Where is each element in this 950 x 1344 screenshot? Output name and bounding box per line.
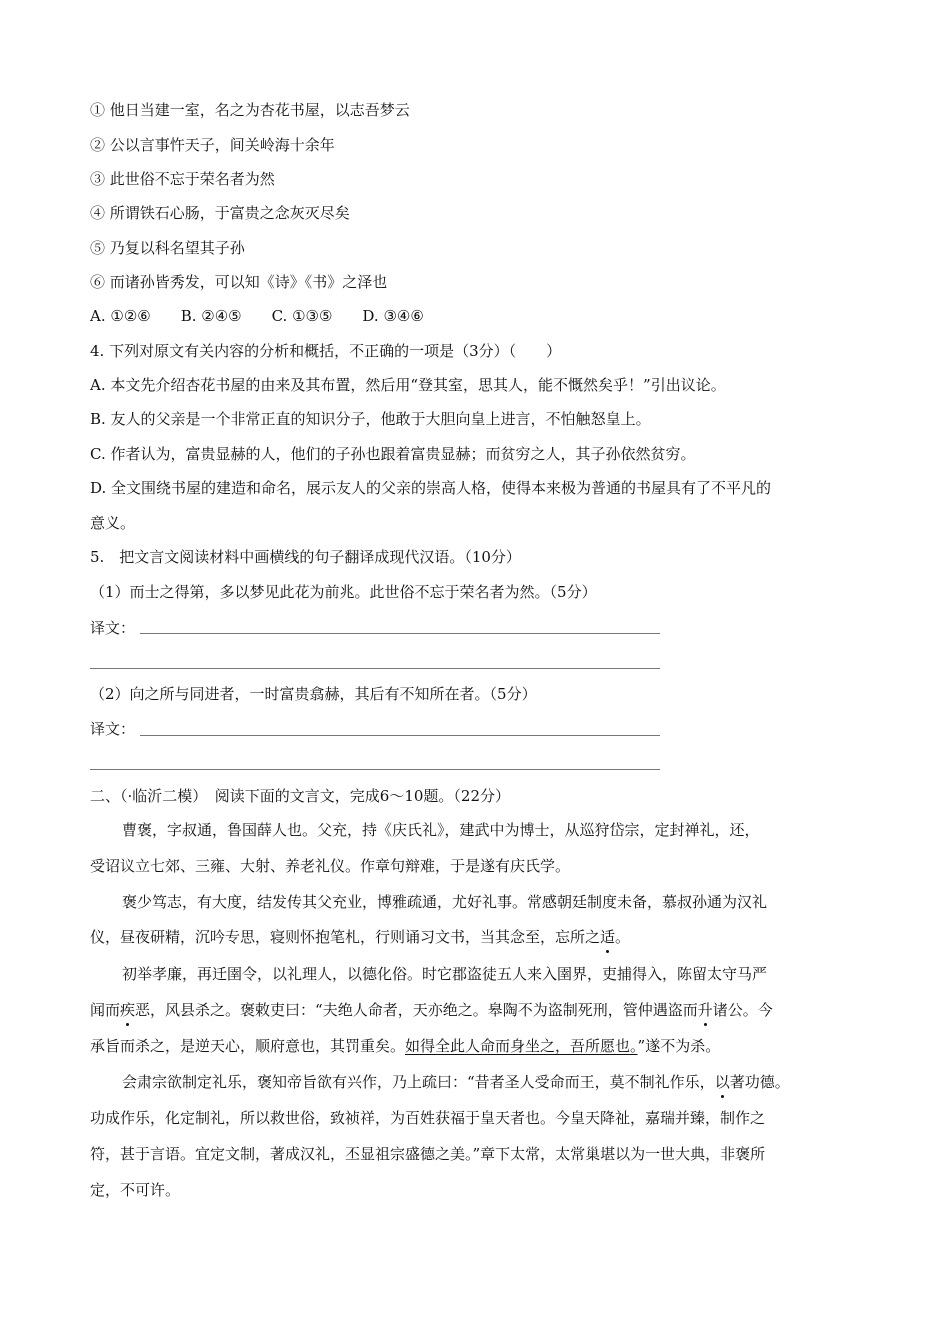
passage-line: 褒少笃志，有大度，结发传其父充业，博雅疏通，尤好礼事。常感朝廷制度未备，慕叔孙通为汉礼 xyxy=(122,893,768,911)
q5-stem: 5. 把文言文阅读材料中画横线的句子翻译成现代汉语。（10分） xyxy=(90,548,521,566)
passage-line xyxy=(90,1036,720,1056)
passage-line: 初举孝廉，再迁圉令，以礼理人，以德化俗。时它郡盗徒五人来入圉界，吏捕得入，陈留太守马严 xyxy=(122,965,768,983)
option-item-1: ① 他日当建一室，名之为杏花书屋，以志吾梦云 xyxy=(90,101,410,119)
passage-text: 会肃宗欲制定礼乐，褒知帝旨欲有兴作，乃上疏曰：“昔者圣人受命而王，莫不制礼作乐， xyxy=(122,1073,715,1091)
option-item-6: ⑥ 而诸孙皆秀发，可以知《诗》《书》之泽也 xyxy=(90,273,388,291)
q4-choice-d: D. 全文围绕书屋的建造和命名，展示友人的父亲的崇高人格，使得本来极为普通的书屋具有了不平凡的 xyxy=(90,479,772,497)
answer-line[interactable] xyxy=(90,769,660,770)
passage-text: 著功德。 xyxy=(729,1073,790,1091)
option-item-4: ④ 所谓铁石心肠，于富贵之念灰灭尽矣 xyxy=(90,204,350,222)
passage-line xyxy=(90,1000,773,1020)
passage-line: 功成作乐，化定制礼，所以救世俗，致祯祥，为百姓获福于皇天者也。今皇天降祉，嘉瑞并臻，制作之 xyxy=(90,1109,766,1127)
emphasis-dot-word: 疾 xyxy=(120,1001,136,1019)
passage-line: 符，甚于言语。宜定文制，著成汉礼，丕显祖宗盛德之美。”章下太常，太常巢堪以为一世大典，非褒所 xyxy=(90,1145,766,1163)
q4-choice-d-cont: 意义。 xyxy=(90,514,136,532)
q3-answer-choices: A. ①②⑥ B. ②④⑤ C. ①③⑤ D. ③④⑥ xyxy=(90,307,424,325)
passage-text: 。 xyxy=(615,928,631,946)
passage-text: 诸公。今 xyxy=(712,1001,773,1019)
passage-text: 承旨而杀之，是逆天心，顺府意也，其罚重矣。 xyxy=(90,1037,406,1055)
answer-line[interactable] xyxy=(90,668,660,669)
passage-line xyxy=(90,927,630,947)
emphasis-dot-word: 以 xyxy=(714,1073,730,1091)
passage-line: 定，不可许。 xyxy=(90,1181,181,1199)
translation-label-2: 译文： xyxy=(90,720,136,738)
emphasis-dot-word: 升 xyxy=(697,1001,713,1019)
q4-stem: 4. 下列对原文有关内容的分析和概括，不正确的一项是（3分）（ ） xyxy=(90,342,562,360)
translation-label-1: 译文： xyxy=(90,619,136,637)
emphasis-dot-word: 适 xyxy=(600,928,616,946)
passage-text: 恶，风县杀之。褒敕吏曰：“夫绝人命者，天亦绝之。皋陶不为盗制死刑，管仲遇盗而 xyxy=(135,1001,698,1019)
passage-text: 仪，昼夜研精，沉吟专思，寝则怀抱笔札，行则诵习文书，当其念至，忘所之 xyxy=(90,928,601,946)
passage-line: 曹褒，字叔通，鲁国薛人也。父充，持《庆氏礼》，建武中为博士，从巡狩岱宗，定封禅礼，还， xyxy=(122,821,760,839)
underlined-sentence: 如得全此人命而身坐之，吾所愿也。 xyxy=(405,1037,638,1055)
passage-line xyxy=(122,1072,790,1092)
q4-choice-b: B. 友人的父亲是一个非常正直的知识分子，他敢于大胆向皇上进言，不怕触怒皇上。 xyxy=(90,410,651,428)
option-item-2: ② 公以言事忤天子，间关岭海十余年 xyxy=(90,136,335,154)
passage-text: ”遂不为杀。 xyxy=(637,1037,721,1055)
q4-choice-a: A. 本文先介绍杏花书屋的由来及其布置，然后用“登其室，思其人，能不慨然矣乎！”引出议论。 xyxy=(90,376,726,394)
answer-line[interactable] xyxy=(140,633,660,634)
q4-choice-c: C. 作者认为，富贵显赫的人，他们的子孙也跟着富贵显赫；而贫穷之人，其子孙依然贫穷。 xyxy=(90,445,696,463)
q5-sentence-1: （1）而士之得第，多以梦见此花为前兆。此世俗不忘于荣名者为然。（5分） xyxy=(90,583,597,601)
option-item-3: ③ 此世俗不忘于荣名者为然 xyxy=(90,170,275,188)
answer-line[interactable] xyxy=(140,735,660,736)
passage-line: 受诏议立七郊、三雍、大射、养老礼仪。作章句辩难，于是遂有庆氏学。 xyxy=(90,857,571,875)
passage-text: 闻而 xyxy=(90,1001,121,1019)
option-item-5: ⑤ 乃复以科名望其子孙 xyxy=(90,239,245,257)
q5-sentence-2: （2）向之所与同进者，一时富贵翕赫，其后有不知所在者。（5分） xyxy=(90,685,537,703)
section-heading: 二、（·临沂二模） 阅读下面的文言文，完成6～10题。（22分） xyxy=(90,787,510,805)
